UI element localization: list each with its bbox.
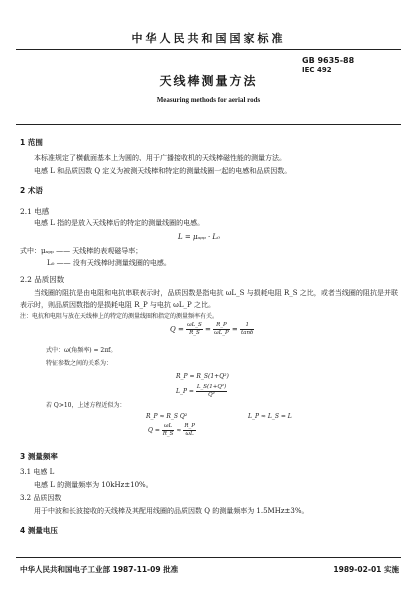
omega-note: 式中：ω(角频率) = 2πf。 <box>46 347 117 354</box>
document-title-english: Measuring methods for aerial rods <box>156 96 261 104</box>
where-l0: L₀ —— 没有天线棒时测量线圈的电感。 <box>47 259 171 267</box>
equation-lp: L_P = $\frac{\text{L\_S(1+Q²)}}{\text{Q²}}$ <box>176 384 227 398</box>
document-title: 天线棒测量方法 <box>159 74 258 88</box>
equation-q-definition: Q = $\frac{\omega L\_S}{R\_S}$ = $\frac{R\_P}{\omega L\_P}$ = $\frac{1}{\tan\delta}$ <box>170 322 254 336</box>
equation-q-approx: Q = $\frac{\omega L}{R\_S}$ ≈ $\frac{R\_P}{\omega L}$ <box>148 423 195 437</box>
note: 注：电抗和电阻与放在天线棒上的特定的测量线圈和指定的测量频率有关。 <box>20 313 219 320</box>
equation-inductance: L = μₐₚₚ · L₀ <box>178 233 220 241</box>
issuing-body: 中华人民共和国国家标准 <box>131 32 286 45</box>
section-3-1-heading: 3.1 电感 L <box>20 468 55 476</box>
approximation-intro: 若 Q>10，上述方程近似为： <box>46 402 126 409</box>
standard-code: GB 9635-88 <box>302 56 355 65</box>
section-1-paragraph-1: 本标准规定了横截面基本上为圆的、用于广播接收机的天线棒磁性能的测量方法。 <box>34 154 286 162</box>
footer-rule <box>16 557 401 558</box>
where-mu-app: 式中：μₐₚₚ —— 天线棒的表观磁导率； <box>20 247 143 255</box>
section-4-heading: 4 测量电压 <box>20 526 58 535</box>
equation-rp: R_P = R_S(1+Q²) <box>176 373 229 380</box>
section-3-heading: 3 测量频率 <box>20 452 58 461</box>
section-1-heading: 1 范围 <box>20 138 43 147</box>
header-rule <box>16 49 401 50</box>
section-3-2-text: 用于中波和长波接收的天线棒及其配用线圈的品质因数 Q 的测量频率为 1.5MHz±3%。 <box>34 507 309 515</box>
section-3-2-heading: 3.2 品质因数 <box>20 494 62 502</box>
equation-rp-approx: R_P ≈ R_S Q² <box>146 413 188 420</box>
section-2-1-heading: 2.1 电感 <box>20 207 50 216</box>
section-2-1-text: 电感 L 指的是放入天线棒后的特定的测量线圈的电感。 <box>34 219 205 227</box>
section-2-2-heading: 2.2 品质因数 <box>20 275 65 284</box>
section-1-paragraph-2: 电感 L 和品质因数 Q 定义为被测天线棒和特定的测量线圈一起的电感和品质因数。 <box>34 167 292 175</box>
title-rule <box>16 124 401 125</box>
section-2-heading: 2 术语 <box>20 186 43 195</box>
approval-line: 中华人民共和国电子工业部 1987-11-09 批准 <box>20 565 179 574</box>
implementation-date: 1989-02-01 实施 <box>333 565 399 574</box>
section-2-2-text: 当线圈的阻抗是由电阻和电抗串联表示时，品质因数是指电抗 ωL_S 与损耗电阻 R_S 之比，或者当线圈的阻抗是并联表示时，则品质因数指的是损耗电阻 R_P 与电抗 ωL_P 之比。 <box>20 289 398 309</box>
section-3-1-text: 电感 L 的测量频率为 10kHz±10%。 <box>34 481 153 489</box>
iec-code: IEC 492 <box>302 66 332 74</box>
relation-intro: 特征参数之间的关系为： <box>46 360 113 367</box>
equation-lp-approx: L_P ≈ L_S = L <box>248 413 292 420</box>
